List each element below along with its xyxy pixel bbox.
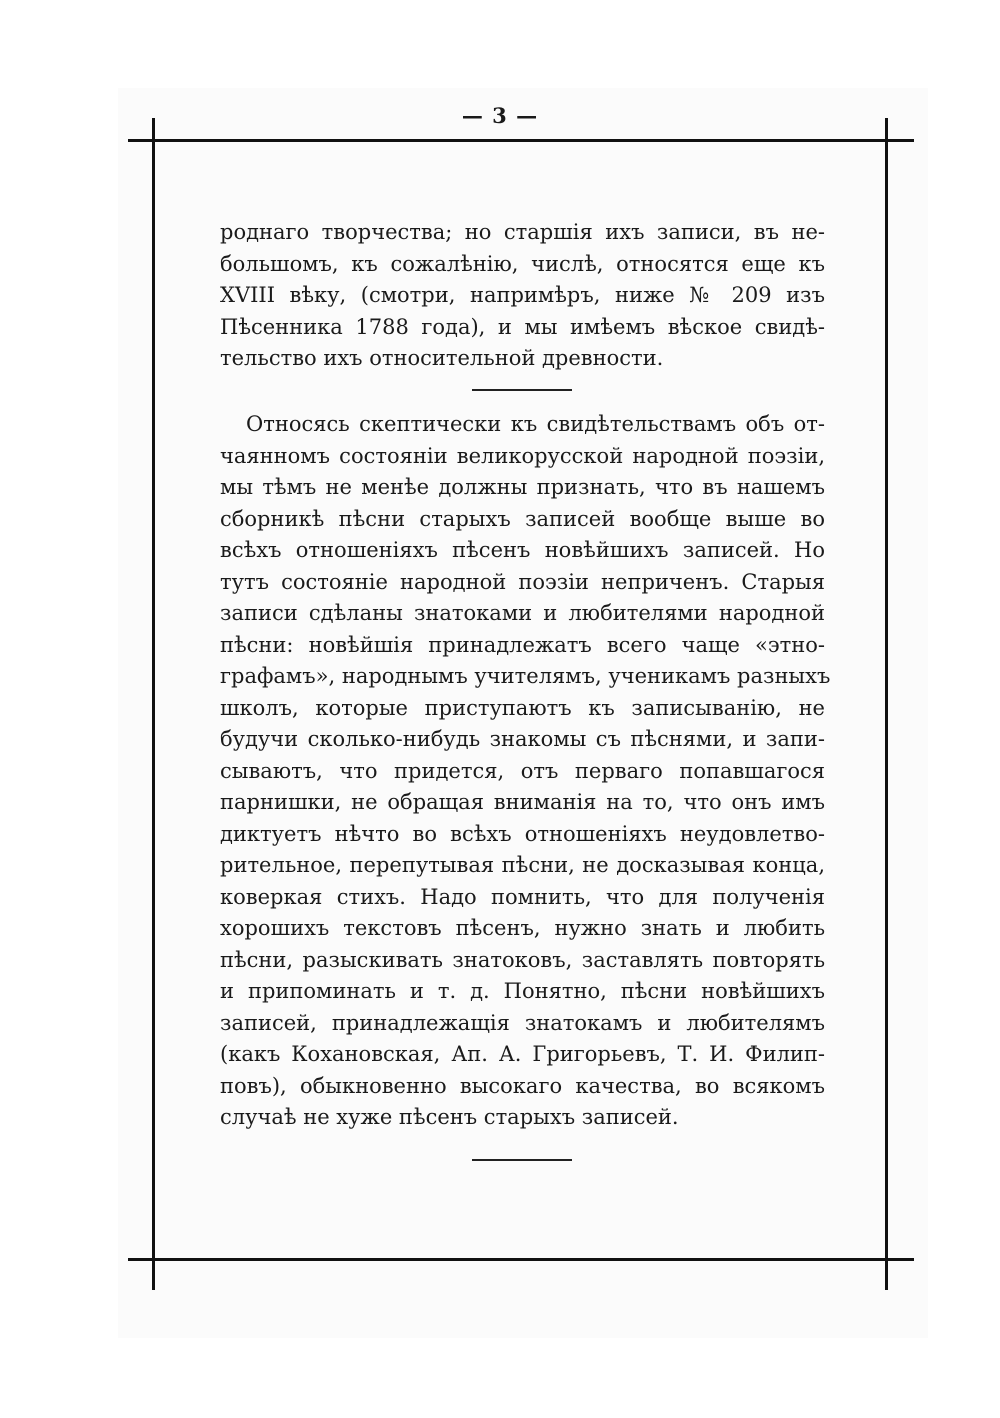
- text-line: всѣхъ отношеніяхъ пѣсенъ новѣйшихъ записей. Но: [220, 538, 825, 562]
- text-line: парнишки, не обращая вниманія на то, что онъ имъ: [220, 790, 825, 814]
- text-line: тутъ состояніе народной поэзіи неприченъ. Старыя: [220, 569, 825, 594]
- text-line: графамъ», народнымъ учителямъ, ученикамъ разныхъ: [220, 664, 831, 688]
- text-line: будучи сколько-нибудь знакомы съ пѣснями, и запи-: [220, 727, 825, 751]
- text-line: диктуетъ нѣчто во всѣхъ отношеніяхъ неудовлетво-: [220, 821, 825, 846]
- text-line: записи сдѣланы знатоками и любителями народной: [220, 601, 825, 625]
- text-line: Относясь скептически къ свидѣтельствамъ объ от-: [246, 412, 825, 436]
- text-line: сборникѣ пѣсни старыхъ записей вообще выше во: [220, 506, 825, 531]
- text-line: случаѣ не хуже пѣсенъ старыхъ записей.: [220, 1105, 679, 1129]
- text-line: мы тѣмъ не менѣе должны признать, что въ нашемъ: [220, 475, 825, 499]
- paragraph-2: [220, 409, 831, 1134]
- text-line: сываютъ, что придется, отъ перваго попавшагося: [220, 758, 825, 783]
- paragraph-1: [220, 217, 825, 375]
- text-line: большомъ, къ сожалѣнію, числѣ, относятся еще къ: [220, 251, 825, 276]
- top-border-rule: [128, 139, 914, 142]
- text-line: рительное, перепутывая пѣсни, не досказывая конца,: [220, 853, 825, 877]
- bottom-border-rule: [128, 1258, 914, 1261]
- text-line: записей, принадлежащія знатокамъ и любителямъ: [220, 1010, 825, 1035]
- text-line: пѣсни, разыскивать знатоковъ, заставлять повторять: [220, 947, 825, 972]
- text-line: школъ, которые приступаютъ къ записыванію, не: [220, 695, 825, 720]
- section-separator: [472, 1159, 572, 1161]
- text-line: Пѣсенника 1788 года), и мы имѣемъ вѣское свидѣ-: [220, 314, 825, 339]
- text-line: хорошихъ текстовъ пѣсенъ, нужно знать и любить: [220, 916, 825, 940]
- text-line: чаянномъ состояніи великорусской народной поэзіи,: [220, 443, 825, 468]
- text-line: (какъ Кохановская, Ап. А. Григорьевъ, Т. И. Филип-: [220, 1042, 825, 1066]
- text-line: тельство ихъ относительной древности.: [220, 346, 664, 370]
- page-number: — 3 —: [461, 103, 539, 128]
- section-separator: [472, 389, 572, 391]
- right-border-rule: [885, 118, 888, 1290]
- text-line: пѣсни: новѣйшія принадлежатъ всего чаще «этно-: [220, 632, 825, 657]
- left-border-rule: [152, 118, 155, 1290]
- text-line: XVIII вѣку, (смотри, напримѣръ, ниже № 209 изъ: [220, 283, 825, 307]
- text-line: повъ), обыкновенно высокаго качества, во всякомъ: [220, 1073, 825, 1098]
- text-line: коверкая стихъ. Надо помнить, что для полученія: [220, 884, 825, 909]
- text-line: и припоминать и т. д. Понятно, пѣсни новѣйшихъ: [220, 979, 825, 1003]
- text-line: роднаго творчества; но старшія ихъ записи, въ не-: [220, 220, 825, 244]
